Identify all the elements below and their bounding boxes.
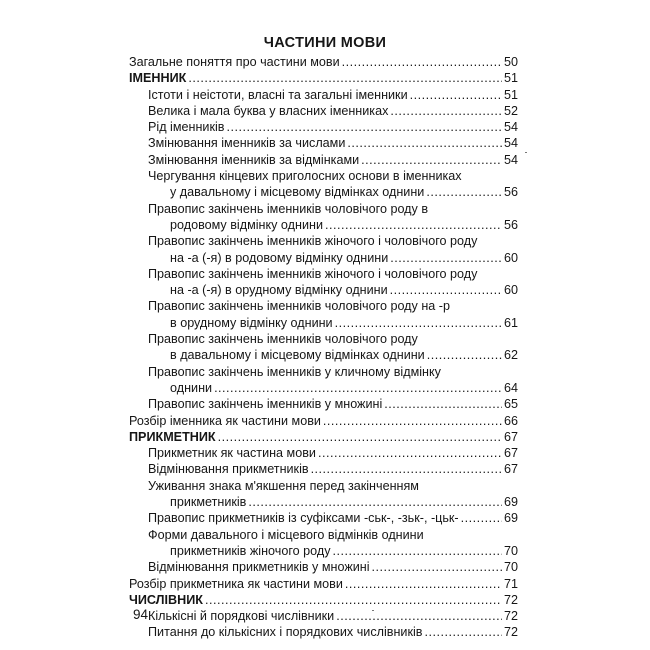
leader-dots	[427, 347, 502, 363]
toc-entry-title: Істоти і неістоти, власні та загальні іменники	[148, 87, 408, 102]
toc-entry-title: ЧИСЛІВНИК	[129, 592, 203, 607]
toc-entry	[129, 135, 518, 151]
toc-entry	[129, 396, 518, 412]
toc-entry-title: Правопис закінчень іменників чоловічого роду на -р	[148, 299, 450, 314]
toc-entry-page: 72	[503, 592, 518, 607]
toc-entry-page: 62	[503, 348, 518, 363]
toc-entry-title: Загальне поняття про частини мови	[129, 55, 340, 69]
toc-entry	[129, 364, 518, 397]
leader-dots	[461, 510, 502, 526]
toc-entry-page: 64	[503, 380, 518, 395]
toc-entry-title: Чергування кінцевих приголосних основи в іменниках	[148, 169, 462, 184]
toc-entry-title-continued: в давальному і місцевому відмінках однини	[170, 348, 425, 363]
toc-entry	[129, 298, 518, 331]
leader-dots	[325, 217, 502, 233]
toc-entry-page: 72	[503, 625, 518, 640]
toc-entry	[129, 266, 518, 299]
toc-entry	[129, 87, 518, 103]
toc-entry-title: Кількісні й порядкові числівники	[148, 609, 335, 624]
toc-entry-title: Правопис закінчень іменників чоловічого роду	[148, 332, 418, 347]
toc-entry-title: Прикметник як частина мови	[148, 446, 316, 461]
toc-entry-page: 69	[503, 511, 518, 526]
leader-dots	[336, 608, 502, 624]
toc-entry	[129, 413, 518, 429]
toc-entry-title-continued: прикметників жіночого роду	[170, 543, 331, 558]
toc-entry-title: Правопис закінчень іменників у множині	[148, 397, 383, 412]
leader-dots	[333, 543, 502, 559]
leader-dots	[335, 315, 502, 331]
toc-entry-page: 65	[503, 397, 518, 412]
toc-entry-title: Відмінювання прикметників	[148, 462, 309, 477]
toc-entry-title: Уживання знака м'якшення перед закінченням	[148, 478, 419, 493]
leader-dots	[361, 152, 502, 168]
toc-heading: ЧАСТИНИ МОВИ	[263, 35, 387, 51]
toc-entry-title: Розбір прикметника як частини мови	[129, 576, 343, 591]
toc-entry-continuation	[148, 315, 518, 331]
leader-dots	[318, 445, 502, 461]
toc-entry	[129, 478, 518, 511]
toc-entry-page: 67	[503, 429, 518, 444]
toc-entry-title-continued: в орудному відмінку однини	[170, 315, 333, 330]
toc-entry-page: 51	[503, 71, 518, 86]
toc-entry-page: 69	[503, 495, 518, 510]
toc-entry-continuation	[148, 543, 518, 559]
toc-entry-title-continued: на -а (-я) в орудному відмінку однини	[170, 283, 388, 298]
toc-entry-page: 60	[503, 250, 518, 265]
toc-entry-page: 71	[503, 576, 518, 591]
toc-entry	[129, 168, 518, 201]
toc-entry-title: Правопис прикметників із суфіксами -ськ-, -зьк-, -цьк-	[148, 511, 459, 526]
leader-dots	[226, 119, 502, 135]
leader-dots	[248, 494, 502, 510]
toc-entry-title: ІМЕННИК	[129, 71, 187, 86]
leader-dots	[384, 396, 502, 412]
toc-entry-title-continued: однини	[170, 380, 213, 395]
toc-entry-page: 54	[503, 136, 518, 151]
toc-entry	[129, 331, 518, 364]
scan-speck	[525, 152, 527, 153]
page-number: 94	[133, 607, 149, 622]
toc-entry	[129, 119, 518, 135]
leader-dots	[311, 461, 502, 477]
toc-entry-continuation	[148, 250, 518, 266]
toc-entry	[129, 527, 518, 560]
toc-entry-page: 67	[503, 462, 518, 477]
toc-entry-title: Питання до кількісних і порядкових числівників	[148, 625, 423, 640]
toc-entry-title: Рід іменників	[148, 120, 225, 135]
leader-dots	[390, 250, 502, 266]
toc-entry-title-continued: родовому відмінку однини	[170, 217, 323, 232]
toc-entry-page: 56	[503, 185, 518, 200]
toc-entry-continuation	[148, 184, 518, 200]
toc-entry-continuation	[148, 347, 518, 363]
toc-entry-continuation	[148, 217, 518, 233]
toc-entry-title: Змінювання іменників за відмінками	[148, 152, 360, 167]
toc-section-heading	[129, 70, 518, 86]
toc-entry-page: 72	[503, 609, 518, 624]
toc-entry	[129, 152, 518, 168]
toc-entry-page: 56	[503, 217, 518, 232]
leader-dots	[390, 103, 502, 119]
toc-entry-title: Велика і мала буква у власних іменниках	[148, 103, 389, 118]
toc-section-heading	[129, 429, 518, 445]
toc-entry-page: 67	[503, 446, 518, 461]
toc-entry-continuation	[148, 494, 518, 510]
toc-entry-title: Змінювання іменників за числами	[148, 136, 346, 151]
toc-entry	[129, 608, 518, 624]
toc-entry-page: 61	[503, 315, 518, 330]
leader-dots	[410, 87, 502, 103]
toc-entry	[129, 54, 518, 70]
scan-speck	[372, 610, 374, 611]
leader-dots	[345, 576, 502, 592]
toc-entry-title-continued: у давальному і місцевому відмінках однини	[170, 185, 425, 200]
toc-entry	[129, 201, 518, 234]
toc-entry-title: Правопис закінчень іменників у кличному відмінку	[148, 364, 441, 379]
toc-entry-title-continued: прикметників	[170, 495, 247, 510]
toc-entry	[129, 510, 518, 526]
table-of-contents	[129, 54, 518, 641]
toc-entry-continuation	[148, 282, 518, 298]
toc-entry	[129, 103, 518, 119]
leader-dots	[347, 135, 502, 151]
toc-entry-page: 54	[503, 152, 518, 167]
leader-dots	[424, 624, 502, 640]
toc-section-heading	[129, 592, 518, 608]
toc-entry-title: Розбір іменника як частини мови	[129, 413, 321, 428]
leader-dots	[188, 70, 502, 86]
toc-entry-continuation	[148, 380, 518, 396]
leader-dots	[426, 184, 502, 200]
toc-entry	[129, 559, 518, 575]
toc-entry-title: Відмінювання прикметників у множині	[148, 560, 370, 575]
toc-entry	[129, 461, 518, 477]
toc-entry-page: 51	[503, 87, 518, 102]
leader-dots	[390, 282, 502, 298]
leader-dots	[214, 380, 502, 396]
toc-entry	[129, 233, 518, 266]
leader-dots	[342, 54, 502, 70]
toc-entry-page: 50	[503, 55, 518, 69]
toc-entry	[129, 445, 518, 461]
toc-entry-title: ПРИКМЕТНИК	[129, 429, 216, 444]
toc-entry-page: 70	[503, 543, 518, 558]
toc-entry-page: 66	[503, 413, 518, 428]
toc-entry-title: Правопис закінчень іменників жіночого і чоловічого роду	[148, 234, 478, 249]
leader-dots	[323, 413, 502, 429]
toc-entry-title: Форми давального і місцевого відмінків однини	[148, 527, 424, 542]
toc-entry-title: Правопис закінчень іменників чоловічого роду в	[148, 201, 429, 216]
leader-dots	[218, 429, 502, 445]
toc-entry	[129, 576, 518, 592]
toc-entry-page: 70	[503, 560, 518, 575]
toc-entry-page: 60	[503, 283, 518, 298]
toc-entry-page: 54	[503, 120, 518, 135]
toc-entry-page: 52	[503, 103, 518, 118]
leader-dots	[205, 592, 502, 608]
leader-dots	[372, 559, 502, 575]
toc-entry-title: Правопис закінчень іменників жіночого і чоловічого роду	[148, 266, 478, 281]
toc-entry	[129, 624, 518, 640]
toc-entry-title-continued: на -а (-я) в родовому відмінку однини	[170, 250, 389, 265]
